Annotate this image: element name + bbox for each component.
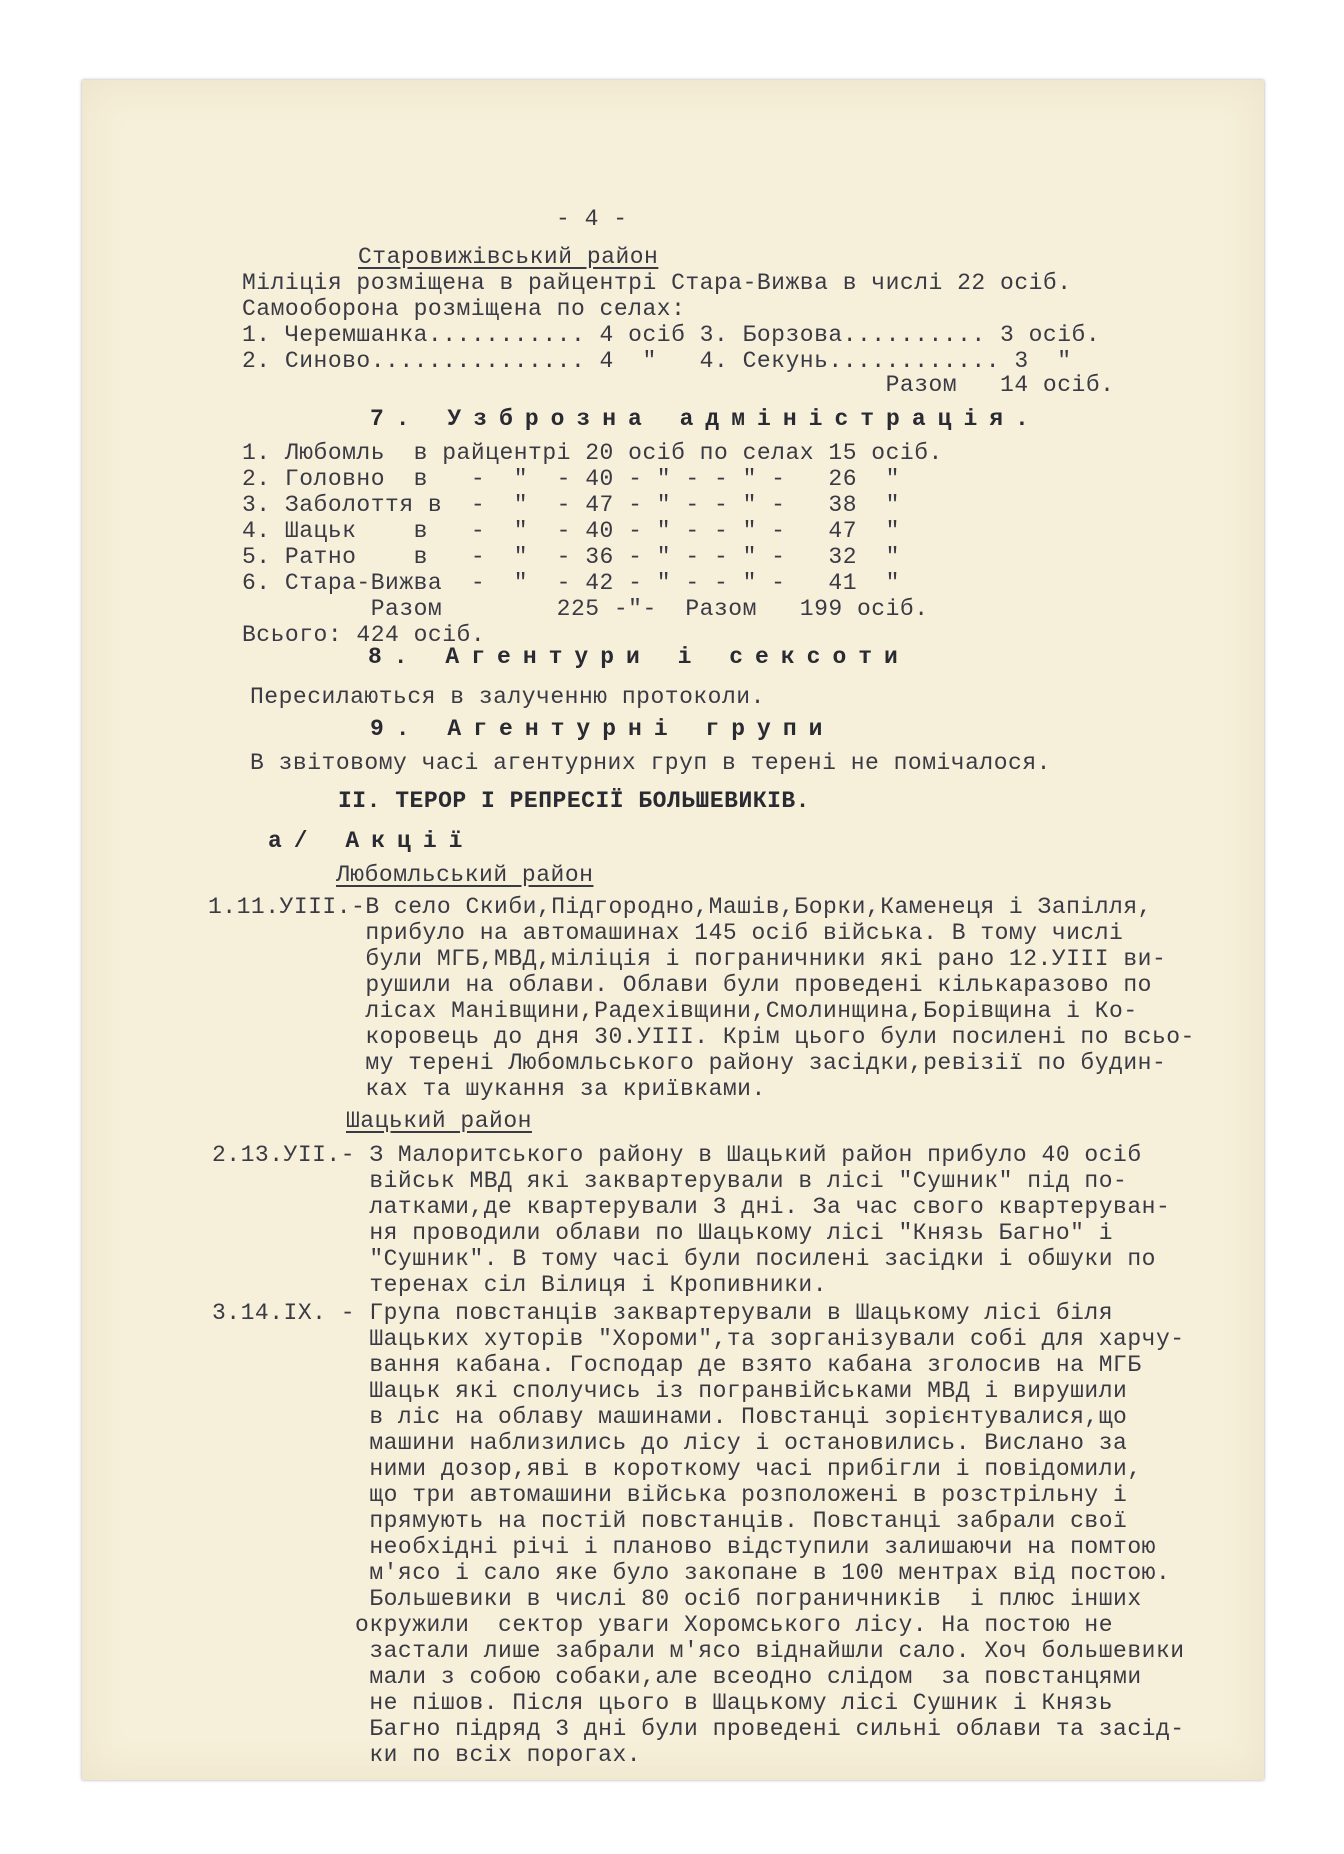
shatsk-line: в ліс на облаву машинами. Повстанці зорієнтувалися,що — [212, 1404, 1128, 1430]
shatsk-line: машини наблизились до лісу і остановились. Вислано за — [212, 1430, 1128, 1456]
shatsk-line: теренах сіл Вілиця і Кропивники. — [212, 1272, 827, 1298]
shatsk-line: "Сушник". В тому часі були посилені засідки і обшуки по — [212, 1246, 1156, 1272]
lyub-heading: Любомльський район — [336, 862, 594, 888]
shatsk-line: вання кабана. Господар де взято кабана зголосив на МГБ — [212, 1352, 1142, 1378]
terror-heading: ІІ. ТЕРОР І РЕПРЕСІЇ БОЛЬШЕВИКІВ. — [338, 788, 810, 814]
admin-line: 1. Любомль в райцентрі 20 осіб по селах 15 осіб. — [242, 440, 943, 466]
shatsk-line: ними дозор,яві в короткому часі прибігли і повідомили, — [212, 1456, 1142, 1482]
lyub-line: лісах Манівщини,Радехівщини,Смолинщина,Борівщина і Ко- — [208, 998, 1138, 1024]
admin-total: Всього: 424 осіб. — [242, 622, 486, 648]
shatsk-heading: Шацький район — [346, 1108, 532, 1134]
shatsk-line: 2.13.УІІ.- З Малоритського району в Шацький район прибуло 40 осіб — [212, 1142, 1142, 1168]
shatsk-line: окружили сектор уваги Хоромського лісу. На постою не — [212, 1612, 1114, 1638]
shatsk-line: прямують на постій повстанців. Повстанці забрали свої — [212, 1508, 1128, 1534]
admin-line: 3. Заболоття в - " - 47 - " - - " - 38 " — [242, 492, 900, 518]
admin-line: 2. Головно в - " - 40 - " - - " - 26 " — [242, 466, 900, 492]
staro-heading: Старовижівський район — [358, 244, 659, 270]
shatsk-line: що три автомашини війська розположені в розстрільну і — [212, 1482, 1128, 1508]
staro-line: Разом 14 осіб. — [242, 372, 1115, 398]
shatsk-line: Большевики в числі 80 осіб пограничників і плюс інших — [212, 1586, 1142, 1612]
shatsk-line: Шацьк які сполучись із погранвійськами МВД і вирушили — [212, 1378, 1128, 1404]
shatsk-line: 3.14.ІХ. - Група повстанців заквартерували в Шацькому лісі біля — [212, 1300, 1114, 1326]
staro-line: Міліція розміщена в райцентрі Стара-Вижва в числі 22 осіб. — [242, 270, 1072, 296]
lyub-line: 1.11.УІІІ.-В село Скиби,Підгородно,Машів,Борки,Каменеця і Запілля, — [208, 894, 1152, 920]
staro-line: 1. Черемшанка........... 4 осіб 3. Борзова.......... 3 осіб. — [242, 322, 1101, 348]
shatsk-line: застали лише забрали м'ясо віднайшли сало. Хоч большевики — [212, 1638, 1185, 1664]
shatsk-line: Багно підряд 3 дні були проведені сильні облави та засід- — [212, 1716, 1185, 1742]
shatsk-line: військ МВД які заквартерували в лісі "Сушник" під по- — [212, 1168, 1128, 1194]
shatsk-line: Шацьких хуторів "Хороми",та зорганізували собі для харчу- — [212, 1326, 1185, 1352]
staro-line: Самооборона розміщена по селах: — [242, 296, 686, 322]
shatsk-line: мали з собою собаки,але всеодно слідом за повстанцями — [212, 1664, 1142, 1690]
agent-line: Пересилаються в залученню протоколи. — [250, 684, 765, 710]
admin-line: 4. Шацьк в - " - 40 - " - - " - 47 " — [242, 518, 900, 544]
groups-line: В звітовому часі агентурних груп в терені не помічалося. — [250, 750, 1051, 776]
lyub-line: му терені Любомльського району засідки,ревізії по будин- — [208, 1050, 1167, 1076]
shatsk-line: ня проводили облави по Шацькому лісі "Князь Багно" і — [212, 1220, 1114, 1246]
lyub-line: рушили на облави. Облави були проведені кількаразово по — [208, 972, 1152, 998]
agent-heading: 8. Агентури і сексоти — [368, 644, 910, 670]
shatsk-line: необхідні річі і планово відступили залишаючи на помтою — [212, 1534, 1156, 1560]
actions-heading: а/ Акції — [268, 828, 475, 854]
groups-heading: 9. Агентурні групи — [370, 716, 835, 742]
lyub-line: прибуло на автомашинах 145 осіб війська. В тому числі — [208, 920, 1124, 946]
shatsk-line: м'ясо і сало яке було закопане в 100 ментрах від постою. — [212, 1560, 1171, 1586]
lyub-line: ках та шукання за криївками. — [208, 1076, 766, 1102]
admin-heading: 7. Узброзна адміністрація. — [370, 406, 1041, 432]
admin-line: 6. Стара-Вижва - " - 42 - " - - " - 41 " — [242, 570, 900, 596]
staro-line: 2. Синово............... 4 " 4. Секунь............ 3 " — [242, 348, 1072, 374]
admin-line: 5. Ратно в - " - 36 - " - - " - 32 " — [242, 544, 900, 570]
admin-line: Разом 225 -"- Разом 199 осіб. — [242, 596, 929, 622]
shatsk-line: ки по всіх порогах. — [212, 1742, 642, 1768]
shatsk-line: латками,де квартерували 3 дні. За час свого квартеруван- — [212, 1194, 1171, 1220]
lyub-line: були МГБ,МВД,міліція і пограничники які рано 12.УІІІ ви- — [208, 946, 1167, 972]
page-number: - 4 - — [556, 206, 628, 232]
shatsk-line: не пішов. Після цього в Шацькому лісі Сушник і Князь — [212, 1690, 1114, 1716]
lyub-line: коровець до дня 30.УІІІ. Крім цього були посилені по всьо- — [208, 1024, 1195, 1050]
